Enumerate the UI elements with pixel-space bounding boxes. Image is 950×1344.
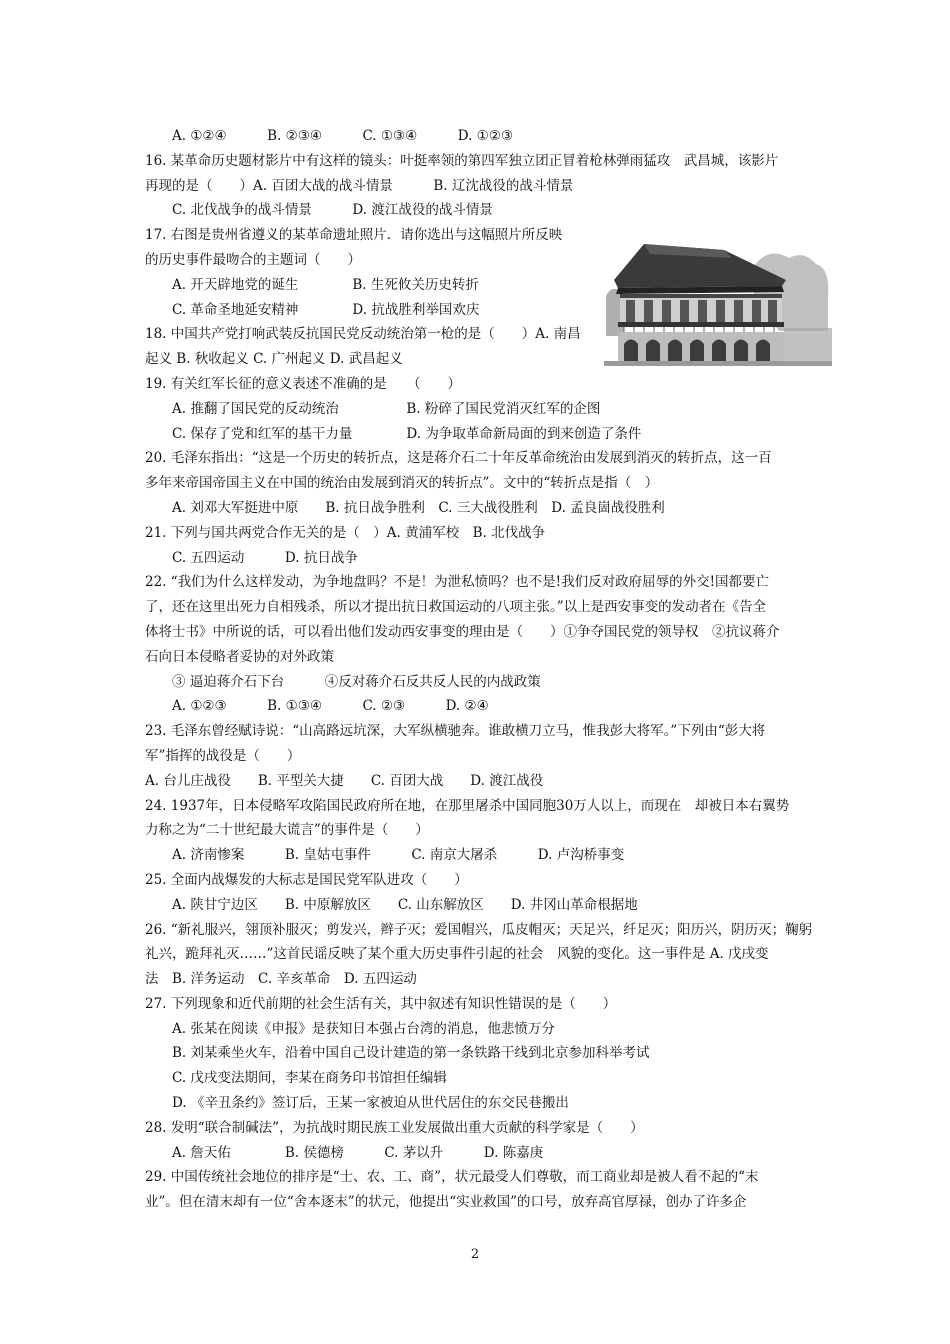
question-22-cont-3: 石向日本侵略者妥协的对外政策 xyxy=(145,648,334,665)
question-29-cont: 业”。但在清末却有一位“舍本逐末”的状元，他提出“实业救国”的口号，放弃高官厚禄，创办了许多企 xyxy=(145,1194,747,1211)
question-26-cont-2: 法 B. 洋务运动 C. 辛亥革命 D. 五四运动 xyxy=(145,971,417,988)
question-24-options: A. 济南惨案 B. 皇姑屯事件 C. 南京大屠杀 D. 卢沟桥事变 xyxy=(172,847,625,864)
question-22-cont-1: 了，还在这里出死力自相残杀，所以才提出抗日救国运动的八项主张。”以上是西安事变的发动者在《告全 xyxy=(145,599,767,616)
question-28: 28. 发明“联合制碱法”，为抗战时期民族工业发展做出重大贡献的科学家是（ ） xyxy=(145,1119,644,1136)
question-22-cont-2: 体将士书》中所说的话，可以看出他们发动西安事变的理由是（ ）①争夺国民党的领导权 ②抗议蒋介 xyxy=(145,623,780,640)
question-19: 19. 有关红军长征的意义表述不准确的是 （ ） xyxy=(145,375,462,392)
question-21: 21. 下列与国共两党合作无关的是（ ）A. 黄浦军校 B. 北伐战争 xyxy=(145,524,546,541)
question-20-options: A. 刘邓大军挺进中原 B. 抗日战争胜利 C. 三大战役胜利 D. 孟良崮战役胜利 xyxy=(172,499,665,516)
question-27-option-a: A. 张某在阅读《申报》是获知日本强占台湾的消息，他悲愤万分 xyxy=(172,1020,555,1037)
question-24: 24. 1937年，日本侵略军攻陷国民政府所在地，在那里屠杀中国同胞30万人以上，而现在 却被日本右翼势 xyxy=(145,797,790,814)
question-29: 29. 中国传统社会地位的排序是“士、农、工、商”，状元最受人们尊敬，而工商业却是被人看不起的“末 xyxy=(145,1169,759,1186)
question-27: 27. 下列现象和近代前期的社会生活有关，其中叙述有知识性错误的是（ ） xyxy=(145,995,617,1012)
answer-options-q15: A. ①②④ B. ②③④ C. ①③④ D. ①②③ xyxy=(172,128,513,144)
question-26: 26. “新礼服兴，翎顶补服灭；剪发兴，辫子灭；爱国帽兴，瓜皮帽灭；天足兴，纤足灭；阳历兴，阴历灭；鞠躬 xyxy=(145,921,813,938)
question-16-cont: 再现的是（ ）A. 百团大战的战斗情景 B. 辽沈战役的战斗情景 xyxy=(145,177,574,194)
question-23-cont: 军”指挥的战役是（ ） xyxy=(145,747,301,764)
question-22-options: A. ①②③ B. ①③④ C. ②③ D. ②④ xyxy=(172,698,489,715)
question-19-options-ab: A. 推翻了国民党的反动统治 B. 粉碎了国民党消灭红军的企图 xyxy=(172,400,601,417)
question-23: 23. 毛泽东曾经赋诗说：“山高路远坑深，大军纵横驰奔。谁敢横刀立马，惟我彭大将军。”下列由“彭大将 xyxy=(145,723,766,740)
question-17-options-cd: C. 革命圣地延安精神 D. 抗战胜利举国欢庆 xyxy=(172,301,480,318)
question-28-options: A. 詹天佑 B. 侯德榜 C. 茅以升 D. 陈嘉庚 xyxy=(172,1144,544,1161)
question-23-options: A. 台儿庄战役 B. 平型关大捷 C. 百团大战 D. 渡江战役 xyxy=(145,772,544,789)
question-20: 20. 毛泽东指出：“这是一个历史的转折点，这是蒋介石二十年反革命统治由发展到消灭的转折点，这一百 xyxy=(145,450,772,467)
question-17-cont: 的历史事件最吻合的主题词（ ） xyxy=(145,251,361,268)
question-22: 22. “我们为什么这样发动，为争地盘吗？不是！为泄私愤吗？也不是!我们反对政府屈辱的外交!国都要亡 xyxy=(145,574,770,591)
question-16: 16. 某革命历史题材影片中有这样的镜头：叶挺率领的第四军独立团正冒着枪林弹雨猛攻 武昌城，该影片 xyxy=(145,152,779,169)
page-number: 2 xyxy=(470,1247,480,1262)
question-27-option-d: D. 《辛丑条约》签订后，王某一家被迫从世代居住的东交民巷搬出 xyxy=(172,1095,569,1112)
question-25: 25. 全面内战爆发的大标志是国民党军队进攻（ ） xyxy=(145,871,468,888)
question-19-options-cd: C. 保存了党和红军的基干力量 D. 为争取革命新局面的到来创造了条件 xyxy=(172,425,642,442)
question-17: 17. 右图是贵州省遵义的某革命遗址照片．请你选出与这幅照片所反映 xyxy=(145,227,563,244)
question-16-options: C. 北伐战争的战斗情景 D. 渡江战役的战斗情景 xyxy=(172,202,493,219)
question-18-cont: 起义 B. 秋收起义 C. 广州起义 D. 武昌起义 xyxy=(145,351,403,368)
question-21-options: C. 五四运动 D. 抗日战争 xyxy=(172,549,358,566)
question-20-cont: 多年来帝国帝国主义在中国的统治由发展到消灭的转折点”。文中的“转折点是指（ ） xyxy=(145,475,659,492)
question-17-options-ab: A. 开天辟地党的诞生 B. 生死攸关历史转折 xyxy=(172,276,479,293)
question-25-options: A. 陕甘宁边区 B. 中原解放区 C. 山东解放区 D. 井冈山革命根据地 xyxy=(172,896,638,913)
question-22-statements: ③ 逼迫蒋介石下台 ④反对蒋介石反共反人民的内战政策 xyxy=(172,673,541,690)
zunyi-building-photo xyxy=(604,236,832,366)
question-24-cont: 力称之为“二十世纪最大谎言”的事件是（ ） xyxy=(145,822,429,839)
question-26-cont-1: 礼兴，跪拜礼灭……”这首民谣反映了某个重大历史事件引起的社会 风貌的变化。这一事件是 A. 戊戌变 xyxy=(145,946,769,963)
question-27-option-b: B. 刘某乘坐火车，沿着中国自己设计建造的第一条铁路干线到北京参加科举考试 xyxy=(172,1045,650,1062)
question-27-option-c: C. 戊戌变法期间，李某在商务印书馆担任编辑 xyxy=(172,1070,447,1087)
question-18: 18. 中国共产党打响武装反抗国民党反动统治第一枪的是（ ）A. 南昌 xyxy=(145,326,581,343)
